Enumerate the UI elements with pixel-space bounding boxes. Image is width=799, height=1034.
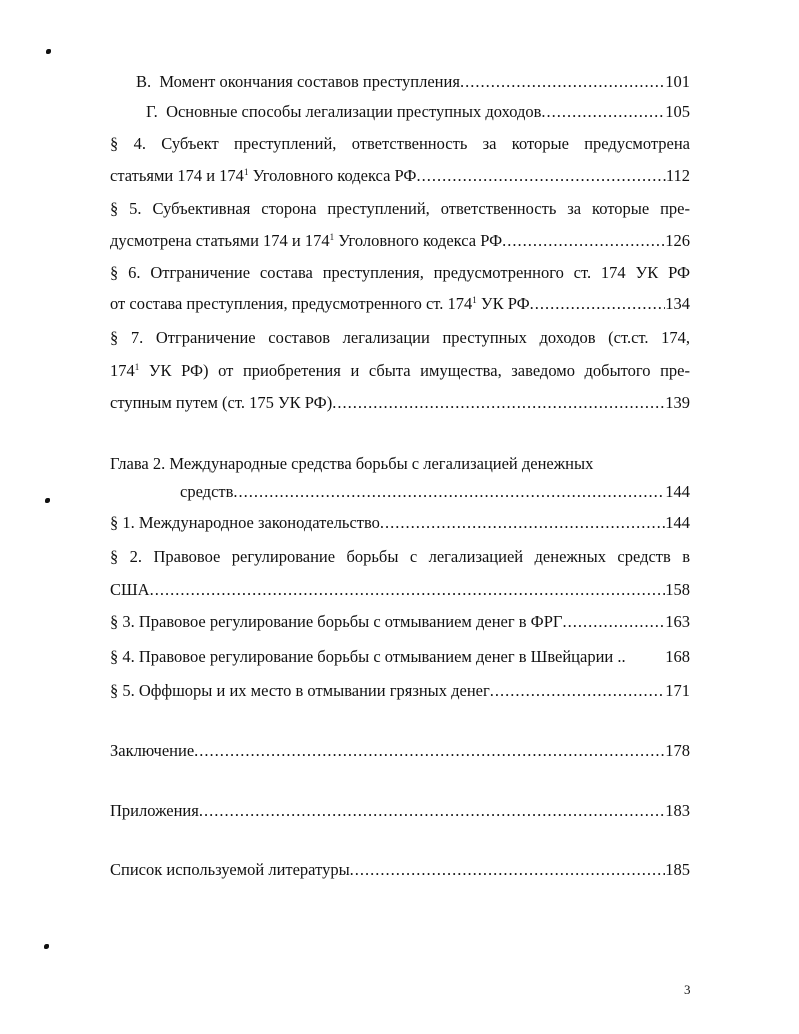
chapter-2-heading: Глава 2. Международные средства борьбы с легализацией денежных <box>110 454 594 473</box>
page-ref: 163 <box>665 612 690 631</box>
toc-entry-c2s2-line1: § 2. Правовое регулирование борьбы с легализацией денежных средств в <box>110 547 690 566</box>
page-ref: 101 <box>665 72 690 91</box>
toc-entry-s5-line2: дусмотрена статьями 174 и $174^1$ Уголовного кодекса РФ ..... 126 <box>110 231 690 251</box>
page-ref: 105 <box>665 102 690 121</box>
page-ref: 139 <box>665 393 690 412</box>
toc-entry-s7-line3: ступным путем (ст. 175 УК РФ) ..... 139 <box>110 393 690 413</box>
toc-entry-s6-line2: от состава преступления, предусмотренного ст. $174^1$ УК РФ ..... 134 <box>110 294 690 314</box>
chapter-2-heading-line2: средств ..... 144 <box>180 482 690 502</box>
toc-entry-s4-line1: § 4. Субъект преступлений, ответственность за которые предусмотрена <box>110 134 690 153</box>
margin-mark <box>46 49 51 54</box>
page-ref: 185 <box>665 860 690 879</box>
page-number: 3 <box>684 982 691 997</box>
page-ref: 126 <box>665 231 690 250</box>
toc-entry-c2s4: § 4. Правовое регулирование борьбы с отмыванием денег в Швейцарии .. 168 <box>110 647 690 666</box>
page-ref: 178 <box>665 741 690 760</box>
page-ref: 144 <box>665 482 690 501</box>
toc-entry-c2s5: § 5. Оффшоры и их место в отмывании грязных денег ..... 171 <box>110 681 690 701</box>
margin-mark <box>45 498 50 503</box>
toc-entry-s4-line2: статьями 174 и $174^1$ Уголовного кодекса РФ ..... 112 <box>110 166 690 186</box>
toc-entry-c2s1: § 1. Международное законодательство ..... 144 <box>110 513 690 533</box>
page-ref: 144 <box>665 513 690 532</box>
toc-entry-v: В. Момент окончания составов преступления ..... 101 <box>136 72 690 92</box>
toc-entry-s7-line2: $174^1$ УК РФ) от приобретения и сбыта имущества, заведомо добытого пре- <box>110 361 690 380</box>
page-ref: 183 <box>665 801 690 820</box>
page-ref: 168 <box>665 647 690 666</box>
toc-entry-c2s2-line2: США ..... 158 <box>110 580 690 600</box>
page-ref: 171 <box>665 681 690 700</box>
toc-entry-conclusion: Заключение ..... 178 <box>110 741 690 761</box>
toc-entry-bibliography: Список используемой литературы ..... 185 <box>110 860 690 880</box>
page-ref: 134 <box>665 294 690 313</box>
toc-entry-s7-line1: § 7. Отграничение составов легализации преступных доходов (ст.ст. 174, <box>110 328 690 347</box>
page-ref: 112 <box>665 166 690 185</box>
toc-entry-s6-line1: § 6. Отграничение состава преступления, предусмотренного ст. 174 УК РФ <box>110 263 690 282</box>
toc-entry-c2s3: § 3. Правовое регулирование борьбы с отмыванием денег в ФРГ ..... 163 <box>110 612 690 632</box>
page-ref: 158 <box>665 580 690 599</box>
toc-entry-appendices: Приложения ..... 183 <box>110 801 690 821</box>
margin-mark <box>44 944 49 949</box>
toc-entry-g: Г. Основные способы легализации преступных доходов ..... 105 <box>146 102 690 122</box>
toc-entry-s5-line1: § 5. Субъективная сторона преступлений, ответственность за которые пре- <box>110 199 690 218</box>
